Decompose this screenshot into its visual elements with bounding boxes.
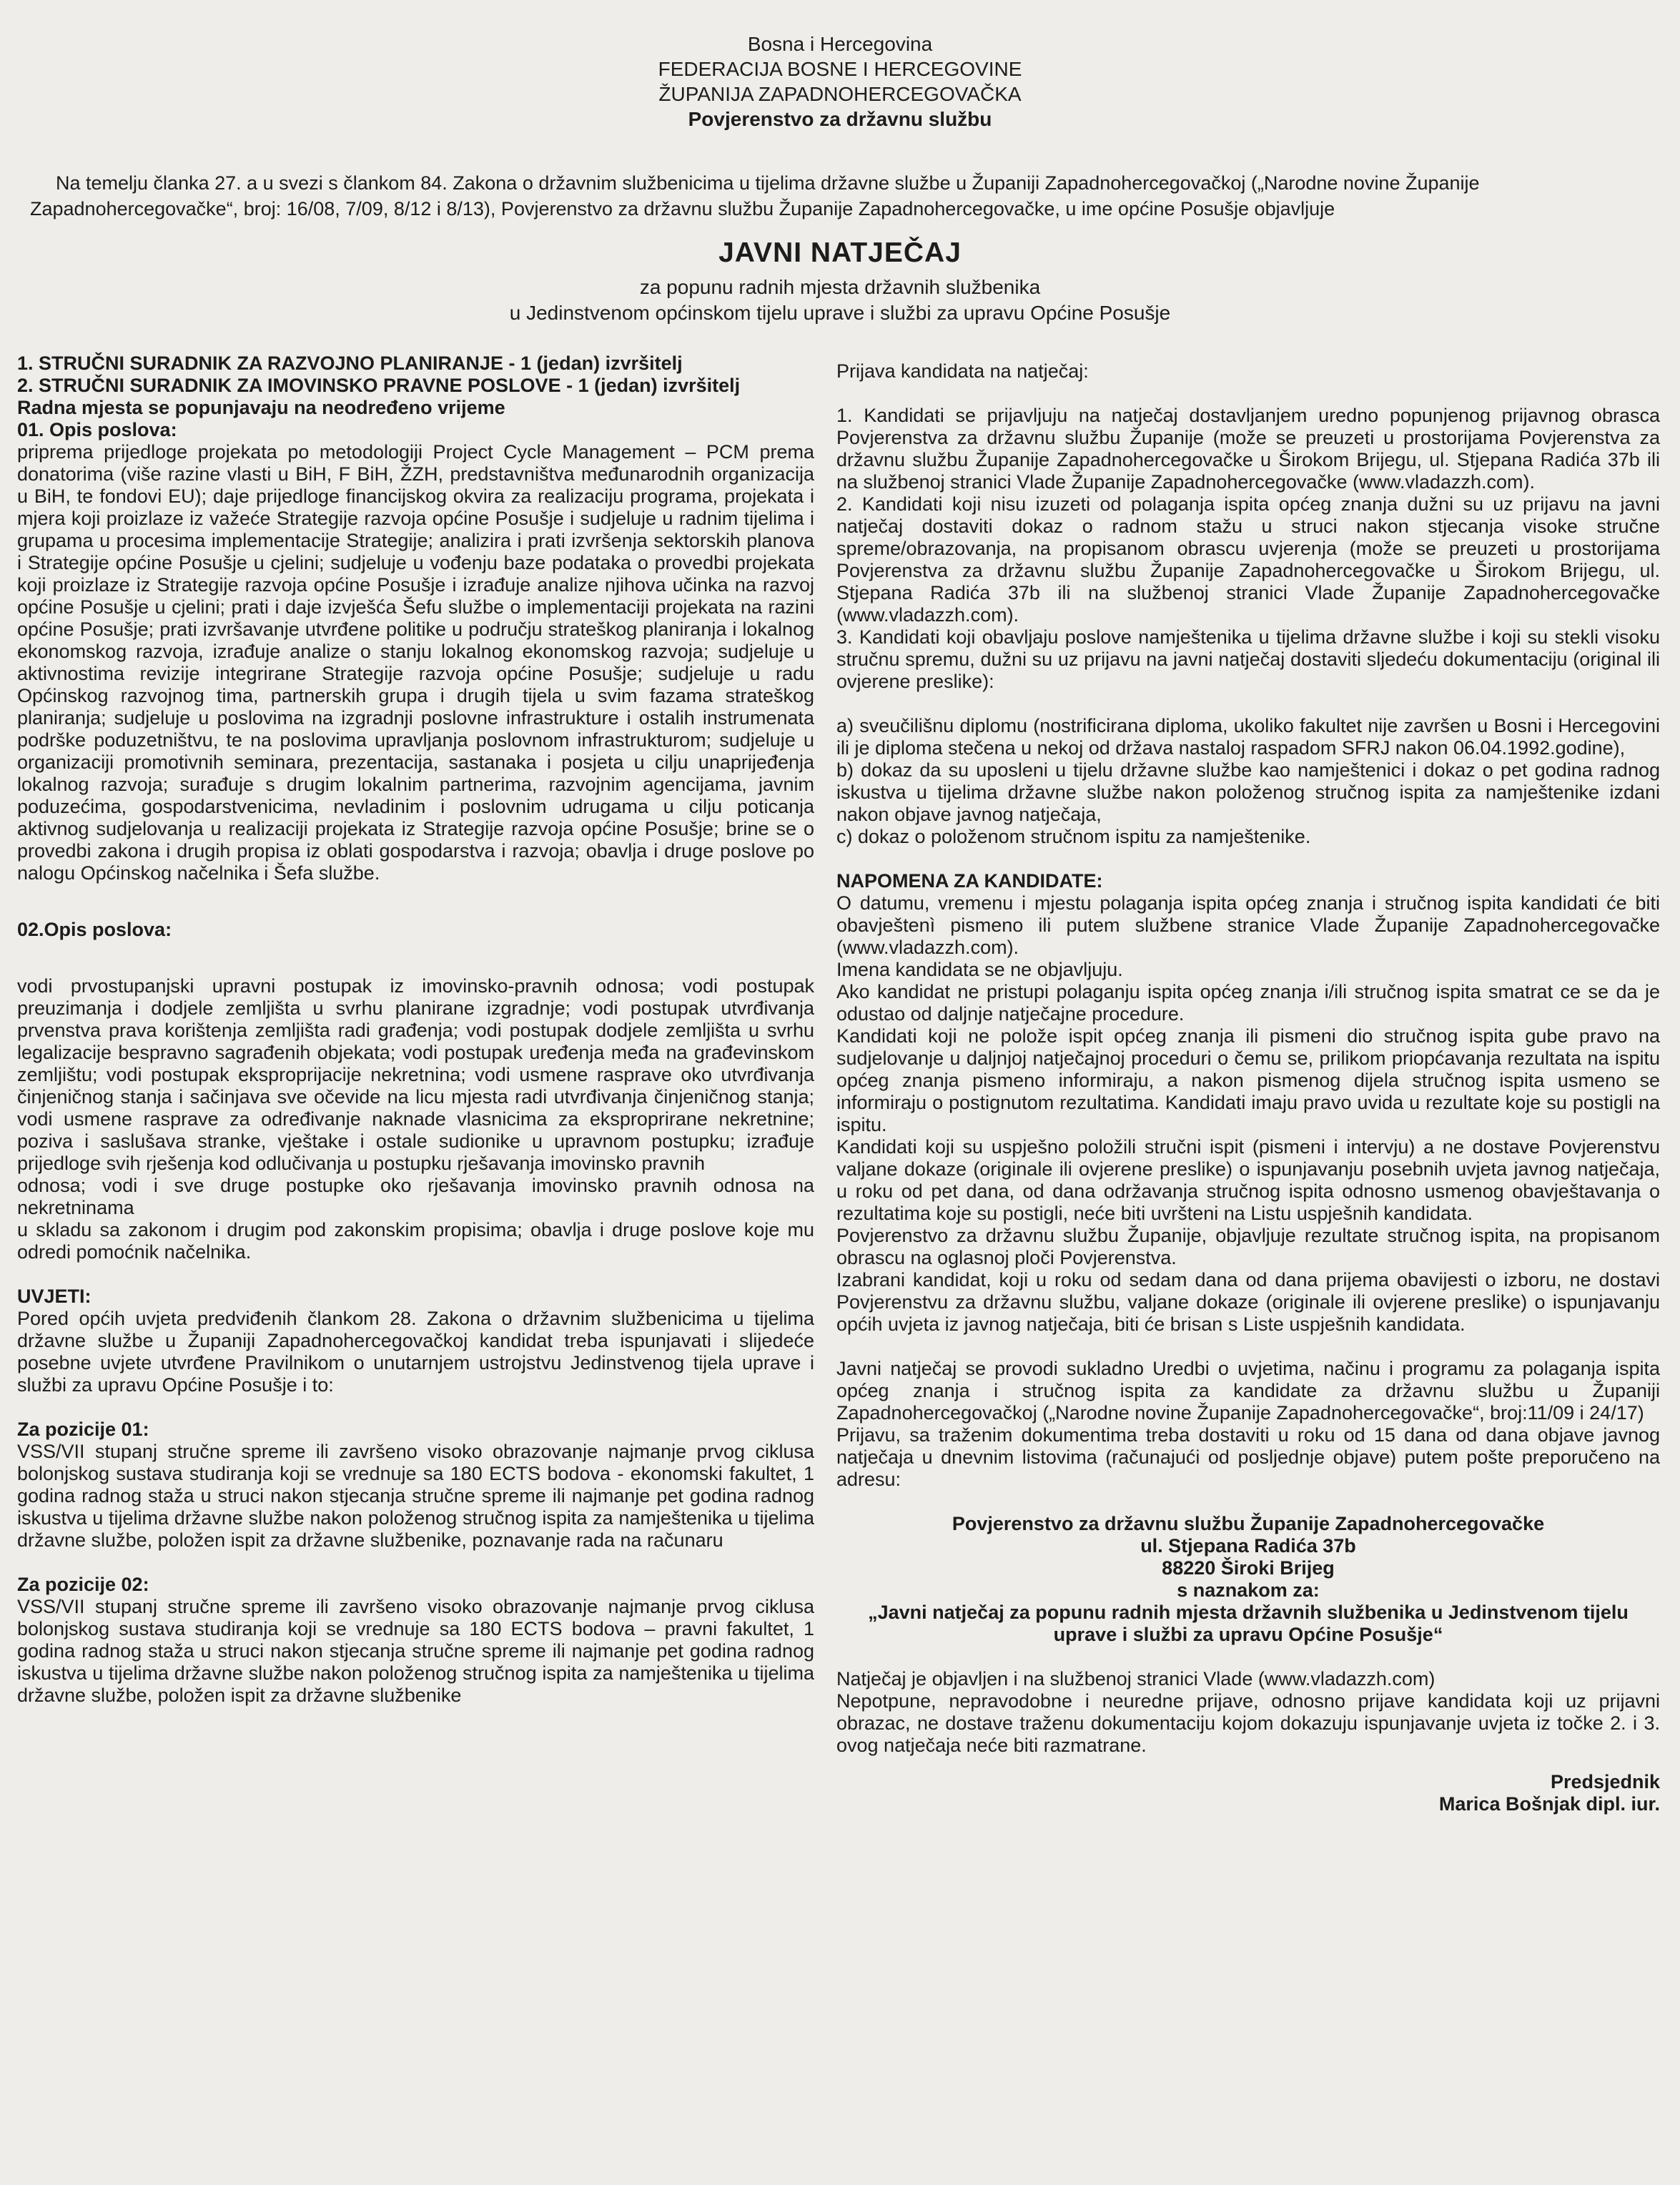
page-title: JAVNI NATJEČAJ	[718, 237, 962, 268]
note-paragraph-1: O datumu, vremenu i mjestu polaganja ispita općeg znanja i stručnog ispita kandidati će biti obavještenì pismeno ili putem službene stranice Vlade Županije Zapadnohercegovačke (www.vladazzh.com).	[836, 892, 1660, 958]
address-line-3: 88220 Široki Brijeg	[1162, 1557, 1335, 1579]
subtitle-line-1: za popunu radnih mjesta državnih službenika	[639, 276, 1041, 298]
job-description-1-text: priprema prijedloge projekata po metodologiji Project Cycle Management – PCM prema donatorima (više razine vlasti u BiH, F BiH, ŽZH, predstavništva međunarodnih organizacija u BiH, te fondovi EU); daje prijedloge financijskog okvira za realizaciju programa, projekata i mjera koji proizlaze iz važeće Strategije razvoja općine Posušje i sudjeluje u radnim tijelima i grupama u procesima implementacije Strategije; analizira i prati izvršenja sektorskih planova i Strategije općine Posušje u cjelini; sudjeluje u vođenju baze podataka o provedbi projekata koji proizlaze iz Strategije razvoja općine Posušje i izrađuje analize njihova učinka na razvoj općine Posušje u cjelini; prati i daje izvješća Šefu službe o implementaciji projekata na razini općine Posušje; prati izvršavanje utvrđene politike u području strateškog planiranja i lokalnog ekonomskog razvoja, izrađuje analize o stanju lokalnog ekonomskog razvoja; sudjeluje u aktivnostima revizije integrirane Strategije razvoja općine Posušje; sudjeluje u radu Općinskog razvojnog tima, partnerskih grupa i drugih tijela u svim fazama strateškog planiranja; sudjeluje u poslovima na izgradnji poslovne infrastrukture i ostalih instrumenata podrške poduzetništvu, te na poslovima upravljanja poslovnom infrastrukturom; sudjeluje u organizaciji promotivnih seminara, prezentacija, sastanaka i posjeta u cilju unaprijeđenja lokalnog razvoja; surađuje s drugim lokalnim partnerima, razvojnim agencijama, javnim poduzećima, gospodarstvenicima, nevladinim i poslovnim udrugama u cilju poticanja aktivnog sudjelovanja u realizaciji projekata iz Strategije razvoja općine Posušje; brine se o provedbi zakona i drugih propisa iz oblati gospodarstva i razvoja; obavlja i druge poslove po nalogu Općinskog načelnika i Šefa službe.	[17, 441, 814, 884]
deadline-paragraph: Prijavu, sa traženim dokumentima treba dostaviti u roku od 15 dana od dana objave javnog natječaja u dnevnim listovima (računajući od posljednje objave) putem pošte preporučeno na adresu:	[836, 1424, 1660, 1490]
note-paragraph-7: Izabrani kandidat, koji u roku od sedam dana od dana prijema obavijesti o izboru, ne dostavi Povjerenstvu za državnu službu, valjane dokaze (originale ili ovjerene preslike) o ispunjavanju općih uvjeta iz javnog natječaja, biti će brisan s Liste uspješnih kandidata.	[836, 1269, 1660, 1335]
address-line-4: s naznakom za:	[1177, 1579, 1320, 1601]
indefinite-note: Radna mjesta se popunjavaju na neodređeno vrijeme	[17, 397, 505, 418]
address-line-2: ul. Stjepana Radića 37b	[1140, 1535, 1356, 1557]
job-description-2-text-3: u skladu sa zakonom i drugim pod zakonskim propisima; obavlja i druge poslove koje mu odredi pomoćnik načelnika.	[17, 1219, 814, 1263]
published-note: Natječaj je objavljen i na službenoj stranici Vlade (www.vladazzh.com)	[836, 1668, 1436, 1690]
address-line-5: „Javni natječaj za popunu radnih mjesta državnih službenika u Jedinstvenom tijelu uprave i službi za upravu Općine Posušje“	[868, 1602, 1629, 1645]
note-paragraph-6: Povjerenstvo za državnu službu Županije, objavljuje rezultate stručnog ispita, na propisanom obrascu na oglasnoj ploči Povjerenstva.	[836, 1225, 1660, 1268]
position-2-requirements-text: VSS/VII stupanj stručne spreme ili završeno visoko obrazovanje najmanje prvog ciklusa bolonjskog sustava studiranja koji se vrednuje sa 180 ECTS bodova – pravni fakultet, 1 godina radnog staža u struci nakon stjecanja stručne spreme ili najmanje pet godina radnog iskustva u tijelima državne službe nakon položenog stručnog ispita za namještenika u tijelima državne službe, položen ispit za državne službenike	[17, 1596, 814, 1706]
job-description-2-text-1: vodi prvostupanjski upravni postupak iz imovinsko-pravnih odnosa; vodi postupak preuzimanja i dodjele zemljišta u svrhu planirane izgradnje; vodi postupak utvrđivanja prvenstva prava korištenja zemljišta radi građenja; vodi postupak dodjele zemljišta u svrhu legalizacije bespravno sagrađenih objekata; vodi postupak uređenja međa na građevinskom zemljištu; vodi postupak eksproprijacije nekretnina; vodi usmene rasprave oko utvrđivanja činjeničnog stanja i sačinjava sve očevide na licu mjesta radi utvrđivanja činjeničnog stanja; vodi usmene rasprave za određivanje naknade vlasnicima za eksproprirane nekretnine; poziva i saslušava stranke, vještake i ostale sudionike u upravnom postupku; izrađuje prijedloge svih rješenja kod odlučivanja u postupku rješavanja imovinsko pravnih	[17, 975, 814, 1174]
note-paragraph-4: Kandidati koji ne polože ispit općeg znanja ili pismeni dio stručnog ispita gube pravo na sudjelovanje u daljnjoj natječajnoj proceduri o čemu se, prilikom priopćavanja rezultata na ispitu općeg znanja pismeno informiraju, a nakon pismenog dijela stručnog ispita usmeno se informiraju o postignutom rezultatima. Kandidati imaju pravo uvida u rezultate koje su postigli na ispitu.	[836, 1025, 1660, 1135]
address-line-1: Povjerenstvo za državnu službu Županije Zapadnohercegovačke	[952, 1513, 1545, 1534]
conditions-text: Pored općih uvjeta predviđenih člankom 28. Zakona o državnim službenicima u tijelima državne službe u Županiji Zapadnohercegovačkoj kandidat treba ispunjavati i slijedeće posebne uvjete utvrđene Pravilnikom o unutarnjem ustrojstvu Jedinstvenog tijela uprave i službi za upravu Općine Posušje i to:	[17, 1308, 814, 1396]
note-paragraph-3: Ako kandidat ne pristupi polaganju ispita općeg znanja i/ili stručnog ispita smatrat ce se da je odustao od daljnje natječajne procedure.	[836, 981, 1660, 1025]
document-item-c: c) dokaz o položenom stručnom ispitu za namještenike.	[836, 826, 1311, 847]
document-item-a: a) sveučilišnu diplomu (nostrificirana diploma, ukoliko fakultet nije završen u Bosni i Hercegovini ili je diploma stečena u nekoj od država nastaloj raspadom SFRJ nakon 06.04.1992.godine),	[836, 715, 1660, 759]
regulation-paragraph: Javni natječaj se provodi sukladno Uredbi o uvjetima, načinu i programu za polaganja ispita općeg znanja i stručnog ispita za kandidate za državnu službu u Županiji Zapadnohercegovačkoj („Narodne novine Županije Zapadnohercegovačke“, broj:11/09 i 24/17)	[836, 1358, 1660, 1424]
right-column	[836, 360, 1660, 1815]
note-heading: NAPOMENA ZA KANDIDATE:	[836, 870, 1103, 892]
incomplete-applications-note: Nepotpune, nepravodobne i neuredne prijave, odnosno prijave kandidata koji uz prijavni obrazac, ne dostave traženu dokumentaciju kojom dokazuju ispunjavanje uvjeta iz točke 2. i 3. ovog natječaja neće biti razmatrane.	[836, 1690, 1660, 1756]
header-canton: ŽUPANIJA ZAPADNOHERCEGOVAČKA	[658, 83, 1022, 105]
job-description-2-heading: 02.Opis poslova:	[17, 919, 172, 940]
application-item-1: 1. Kandidati se prijavljuju na natječaj dostavljanjem uredno popunjenog prijavnog obrasca Povjerenstva za državnu službu Županije (može se preuzeti u prostorijama Povjerenstva za državnu službu Županije Zapadnohercegovačke u Širokom Brijegu, ul. Stjepana Radića 37b ili na službenoj stranici Vlade Županije Zapadnohercegovačke (www.vladazzh.com).	[836, 405, 1660, 493]
position-1: 1. STRUČNI SURADNIK ZA RAZVOJNO PLANIRANJE - 1 (jedan) izvršitelj	[17, 352, 683, 374]
left-column	[17, 352, 814, 1707]
mailing-address	[836, 1513, 1660, 1646]
header-federation: FEDERACIJA BOSNE I HERCEGOVINE	[658, 58, 1022, 80]
header-country: Bosna i Hercegovina	[747, 33, 933, 55]
document-item-b: b) dokaz da su uposleni u tijelu državne službe kao namještenici i dokaz o pet godina radnog iskustva u tijelima državne službe nakon položenog stručnog ispita za namještenike izdani nakon objave javnog natječaja,	[836, 759, 1660, 825]
note-paragraph-5: Kandidati koji su uspješno položili stručni ispit (pismeni i intervju) a ne dostave Povjerenstvu valjane dokaze (originale ili ovjerene preslike) o ispunjavanju posebnih uvjeta javnog natječaja, u roku od pet dana, od dana održavanja stručnog ispita odnosno usmenog obavještavanja o rezultatima koje su postigli, neće biti uvršteni na Listu uspješnih kandidata.	[836, 1136, 1660, 1224]
application-heading: Prijava kandidata na natječaj:	[836, 360, 1089, 382]
position-1-requirements-heading: Za pozicije 01:	[17, 1419, 149, 1440]
intro-paragraph: Na temelju članka 27. a u svezi s člankom 84. Zakona o državnim službenicima u tijelima državne službe u Županiji Zapadnohercegovačkoj („Narodne novine Županije Zapadnohercegovačke“, broj: 16/08, 7/09, 8/12 i 8/13), Povjerenstvo za državnu službu Županije Zapadnohercegovačke, u ime općine Posušje objavljuje	[30, 172, 1480, 220]
note-paragraph-2: Imena kandidata se ne objavljuju.	[836, 959, 1123, 980]
header-office: Povjerenstvo za državnu službu	[688, 108, 992, 130]
application-item-3: 3. Kandidati koji obavljaju poslove namještenika u tijelima državne službe i koji su stekli visoku stručnu spremu, dužni su uz prijavu na javni natječaj dostaviti sljedeću dokumentaciju (original ili ovjerene preslike):	[836, 626, 1660, 692]
application-item-2: 2. Kandidati koji nisu izuzeti od polaganja ispita općeg znanja dužni su uz prijavu na javni natječaj dostaviti dokaz o radnom stažu u struci nakon stjecanja visoke stručne spreme/obrazovanja, na propisanom obrascu uvjerenja (može se preuzeti u prostorijama Povjerenstva za državnu službu Županije Zapadnohercegovačke u Širokom Brijegu, ul. Stjepana Radića 37b ili na službenoj stranici Vlade Županije Zapadnohercegovačke (www.vladazzh.com).	[836, 493, 1660, 626]
document-header	[0, 31, 1680, 132]
job-description-1-heading: 01. Opis poslova:	[17, 419, 177, 440]
subtitle-line-2: u Jedinstvenom općinskom tijelu uprave i službi za upravu Općine Posušje	[509, 302, 1171, 324]
signature-name: Marica Bošnjak dipl. iur.	[1438, 1793, 1660, 1815]
position-2: 2. STRUČNI SURADNIK ZA IMOVINSKO PRAVNE POSLOVE - 1 (jedan) izvršitelj	[17, 375, 741, 396]
conditions-heading: UVJETI:	[17, 1286, 92, 1307]
signature-block	[836, 1771, 1660, 1815]
job-description-2-text-2: odnosa; vodi i sve druge postupke oko rješavanja imovinsko pravnih odnosa na nekretninama	[17, 1175, 814, 1218]
position-2-requirements-heading: Za pozicije 02:	[17, 1574, 149, 1595]
signature-title: Predsjednik	[1550, 1771, 1660, 1792]
page-subtitle	[0, 275, 1680, 326]
position-1-requirements-text: VSS/VII stupanj stručne spreme ili završeno visoko obrazovanje najmanje prvog ciklusa bolonjskog sustava studiranja koji se vrednuje sa 180 ECTS bodova - ekonomski fakultet, 1 godina radnog staža u struci nakon stjecanja stručne spreme ili najmanje pet godina radnog iskustva u tijelima državne službe nakon položenog stručnog ispita za namještenika u tijelima državne službe, položen ispit za državne službenike, poznavanje rada na računaru	[17, 1441, 814, 1551]
